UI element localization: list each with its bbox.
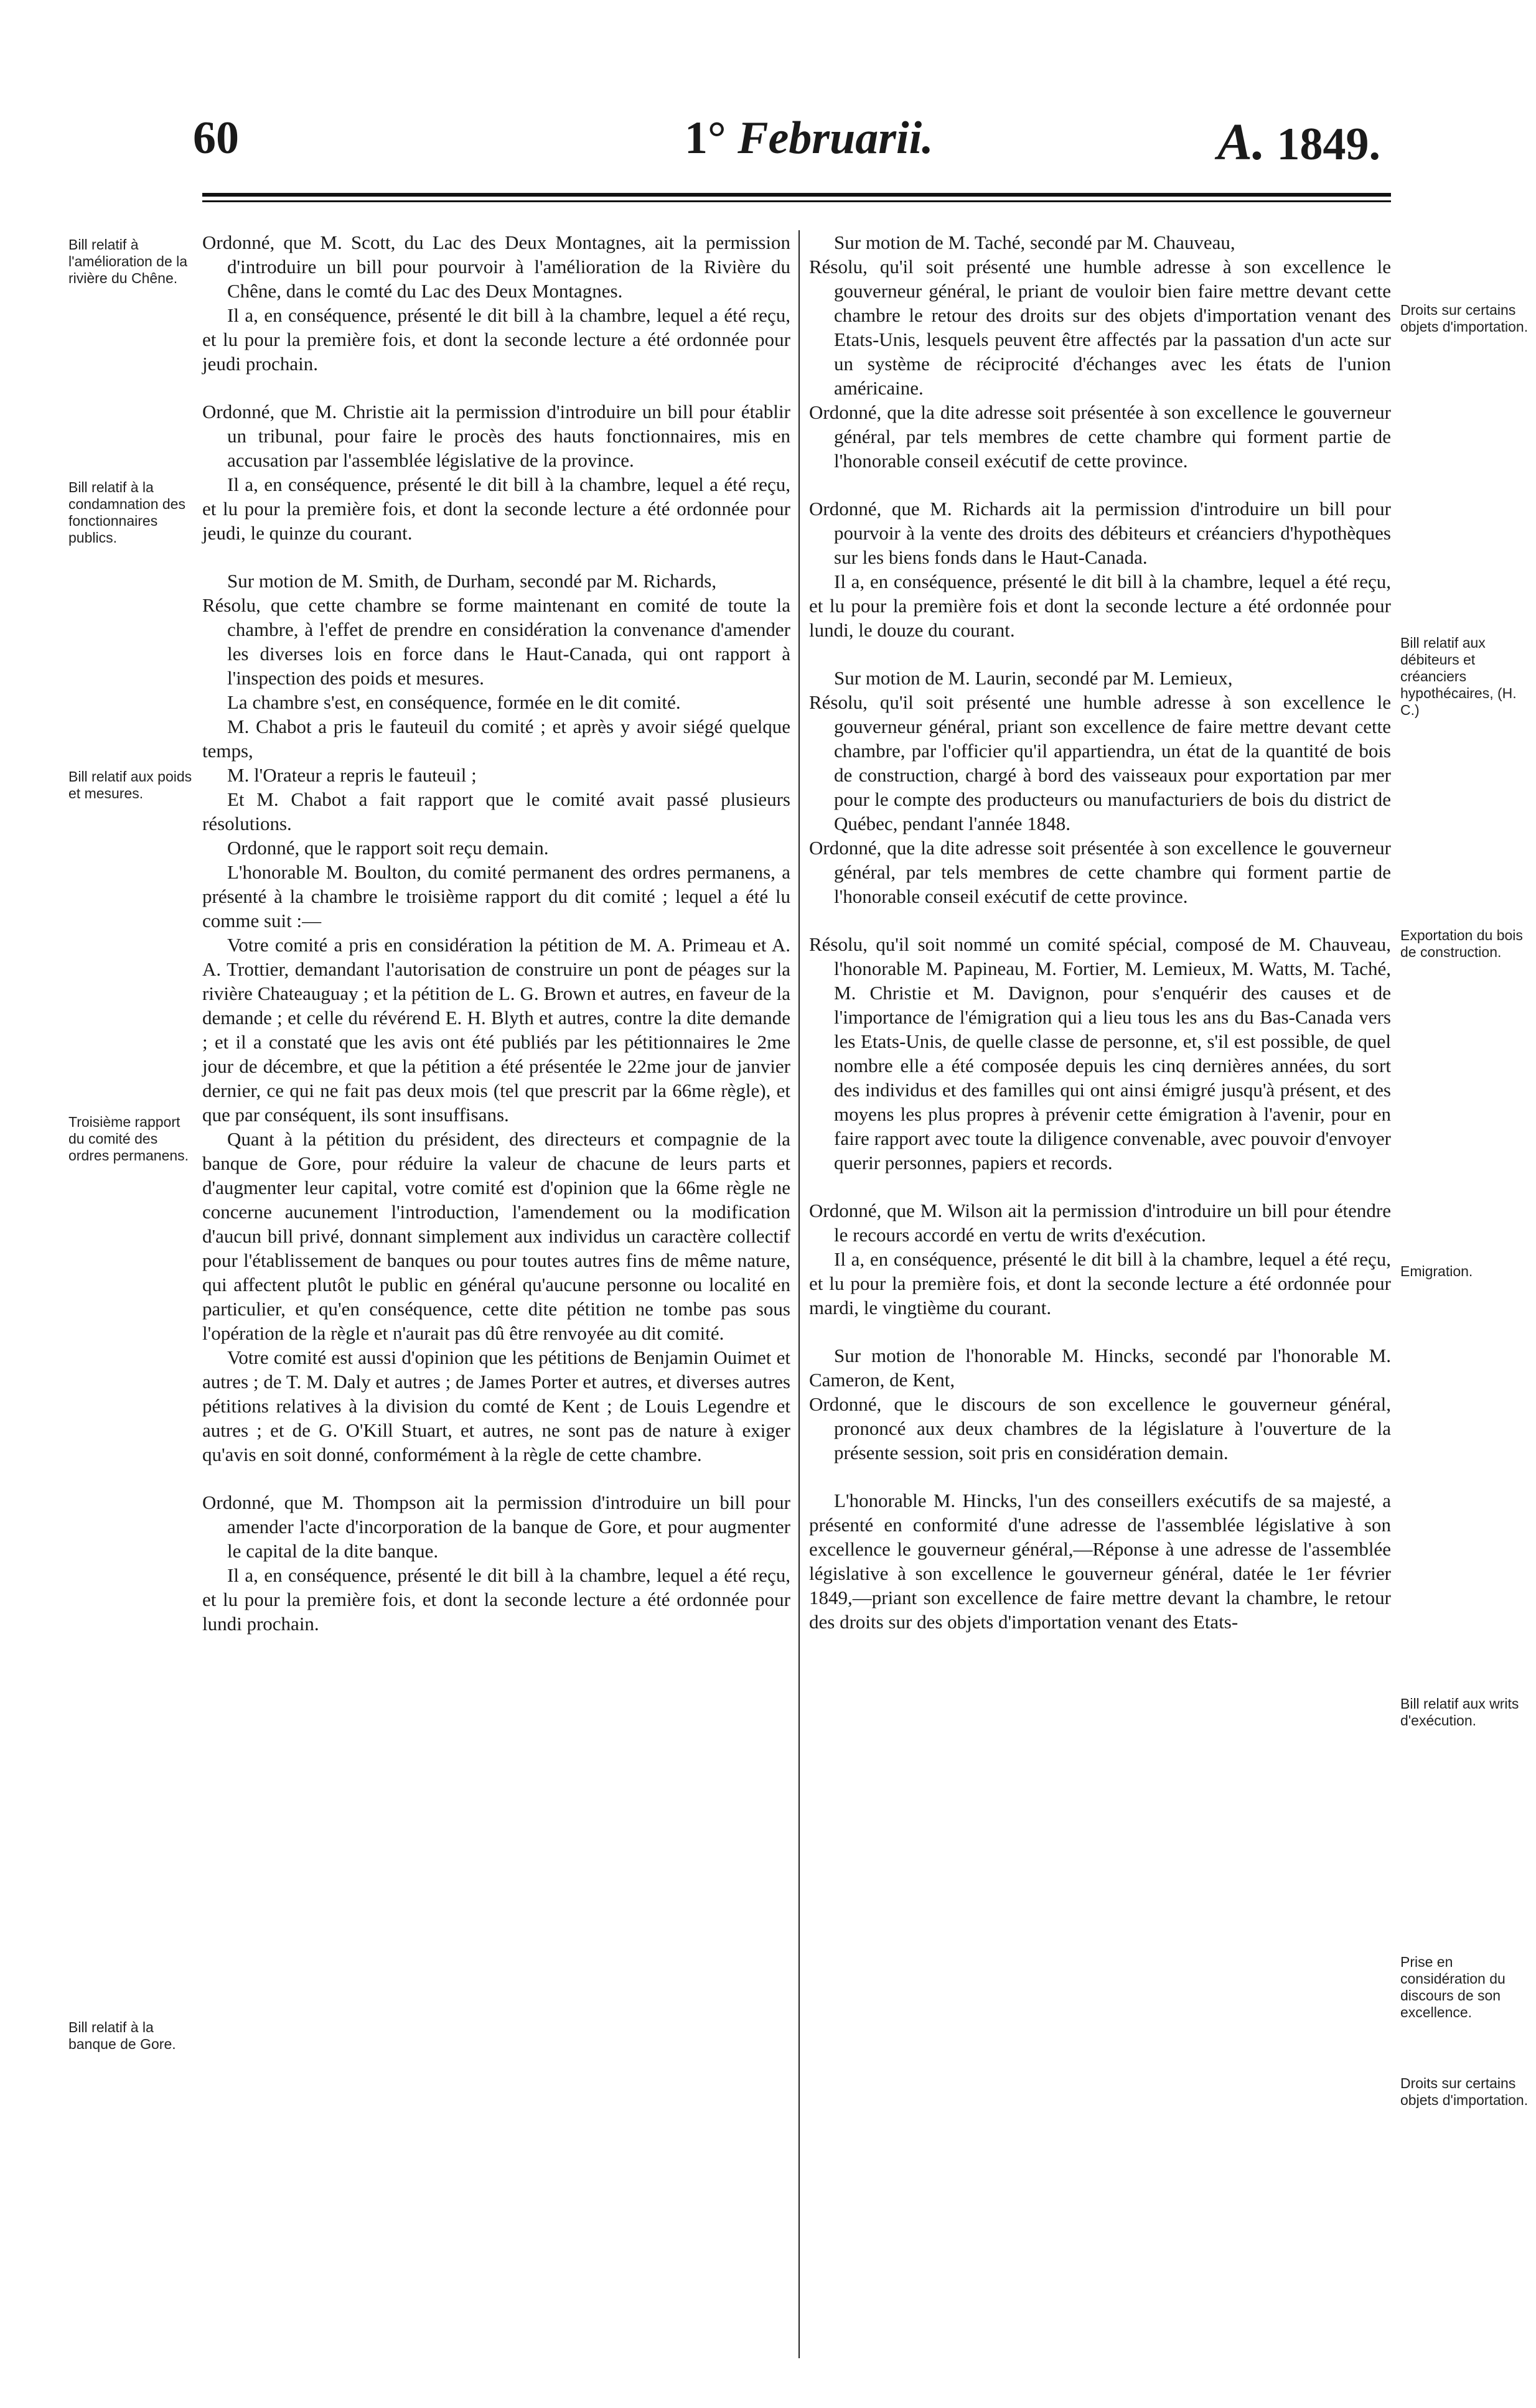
paragraph: Résolu, qu'il soit présenté une humble adresse à son excellence le gouverneur général, le priant de vouloir bien faire mettre devant cette chambre le retour des droits sur des objets d'importation venant des Etats-Unis, lesquels peuvent être affectés par la passation d'un acte sur un système de réciprocité d'échanges avec les états de l'union américaine. xyxy=(809,256,1391,399)
margin-note-right: Droits sur certains objets d'importation. xyxy=(1400,302,1529,335)
margin-note-left: Bill relatif à la condamnation des fonctionnaires publics. xyxy=(68,479,185,546)
page-number: 60 xyxy=(193,113,239,164)
paragraph: Ordonné, que la dite adresse soit présentée à son excellence le gouverneur général, par tels membres de cette chambre qui forment partie de l'honorable conseil exécutif de cette province. xyxy=(809,401,1391,472)
paragraph: Ordonné, que la dite adresse soit présentée à son excellence le gouverneur général, par tels membres de cette chambre qui forment partie de l'honorable conseil exécutif de cette province. xyxy=(809,837,1391,907)
paragraph: Il a, en conséquence, présenté le dit bill à la chambre, lequel a été reçu, et lu pour la première fois, et dont la seconde lecture a été ordonnée pour jeudi prochain. xyxy=(202,304,790,375)
margin-note-right: Droits sur certains objets d'importation. xyxy=(1400,2075,1529,2108)
paragraph: L'honorable M. Boulton, du comité permanent des ordres permanens, a présenté à la chambre le troisième rapport du dit comité ; lequel a été lu comme suit :— xyxy=(202,861,790,931)
paragraph: Il a, en conséquence, présenté le dit bill à la chambre, lequel a été reçu, et lu pour la première fois, et dont la seconde lecture a été ordonnée pour lundi prochain. xyxy=(202,1564,790,1635)
margin-note-left: Bill relatif aux poids et mesures. xyxy=(68,768,192,801)
paragraph: L'honorable M. Hincks, l'un des conseillers exécutifs de sa majesté, a présenté en conformité d'une adresse de l'assemblée législative à son excellence le gouverneur général,—Réponse à une adresse de l'assemblée législative à son excellence le gouverneur général, datée le 1er février 1849,—priant son excellence de faire mettre devant la chambre, le retour des droits sur des objets d'importation venant des Etats- xyxy=(809,1490,1391,1633)
paragraph: Résolu, qu'il soit nommé un comité spécial, composé de M. Chauveau, l'honorable M. Papineau, M. Fortier, M. Lemieux, M. Watts, M. Taché, M. Christie et M. Davignon, pour s'enquérir des causes et de l'importance de l'émigration qui a lieu tous les ans du Bas-Canada vers les Etats-Unis, de quelle classe de personne, et, s'il est possible, de quel nombre elle a été composée depuis les cinq dernières années, du sort des individus et des familles qui ont ainsi émigré jusqu'à présent, et des moyens les plus propres à prévenir cette émigration à l'avenir, pour en faire rapport avec toute la diligence convenable, avec pouvoir d'envoyer querir personnes, papiers et records. xyxy=(809,933,1391,1174)
paragraph: Ordonné, que le discours de son excellence le gouverneur général, prononcé aux deux chambres de la législature à l'ouverture de la présente session, soit pris en considération demain. xyxy=(809,1393,1391,1463)
margin-note-left: Bill relatif à la banque de Gore. xyxy=(68,2019,176,2052)
header-rule-thin xyxy=(202,200,1391,202)
paragraph: Il a, en conséquence, présenté le dit bill à la chambre, lequel a été reçu, et lu pour la première fois, et dont la seconde lecture a été ordonnée pour mardi, le vingtième du courant. xyxy=(809,1248,1391,1318)
left-column xyxy=(202,230,790,1636)
margin-note-right: Prise en considération du discours de son excellence. xyxy=(1400,1954,1506,2020)
paragraph: Ordonné, que M. Wilson ait la permission d'introduire un bill pour étendre le recours accordé en vertu de writs d'exécution. xyxy=(809,1200,1391,1246)
paragraph: Sur motion de l'honorable M. Hincks, secondé par l'honorable M. Cameron, de Kent, xyxy=(809,1345,1391,1391)
paragraph: Ordonné, que le rapport soit reçu demain. xyxy=(227,837,549,859)
paragraph: Résolu, que cette chambre se forme maintenant en comité de toute la chambre, à l'effet de prendre en considération la convenance d'amender les diverses lois en force dans le Haut-Canada, qui ont rapport à l'inspection des poids et mesures. xyxy=(202,594,790,689)
column-divider xyxy=(798,230,800,2358)
paragraph: Sur motion de M. Taché, secondé par M. Chauveau, xyxy=(834,231,1235,253)
right-column xyxy=(809,230,1391,1634)
margin-note-right: Emigration. xyxy=(1400,1263,1473,1279)
header-rule-thick xyxy=(202,193,1391,197)
margin-note-right: Bill relatif aux writs d'exécution. xyxy=(1400,1696,1519,1729)
paragraph: Ordonné, que M. Scott, du Lac des Deux Montagnes, ait la permission d'introduire un bill pour pourvoir à l'amélioration de la Rivière du Chêne, dans le comté du Lac des Deux Montagnes. xyxy=(202,231,790,302)
paragraph: Votre comité est aussi d'opinion que les pétitions de Benjamin Ouimet et autres ; de T. M. Daly et autres ; de James Porter et autres, et diverses autres pétitions relatives à la division du comté de Kent ; de Louis Legendre et autres ; et de G. O'Kill Stuart, et autres, ne sont pas de nature à exiger qu'avis en soit donné, conformément à la règle de cette chambre. xyxy=(202,1346,790,1465)
margin-note-left: Troisième rapport du comité des ordres permanens. xyxy=(68,1114,189,1164)
year-mark: A. xyxy=(1217,113,1265,171)
paragraph: Ordonné, que M. Thompson ait la permission d'introduire un bill pour amender l'acte d'incorporation de la banque de Gore, et pour augmenter le capital de la dite banque. xyxy=(202,1491,790,1562)
paragraph: La chambre s'est, en conséquence, formée en le dit comité. xyxy=(227,691,681,713)
paragraph: Résolu, qu'il soit présenté une humble adresse à son excellence le gouverneur général, priant son excellence de faire mettre devant cette chambre, par l'officier qu'il appartiendra, un état de la quantité de bois de construction, chargé à bord des vaisseaux pour exportation par mer pour le compte des producteurs ou manufacturiers de bois du district de Québec, pendant l'année 1848. xyxy=(809,691,1391,834)
header-year xyxy=(1217,112,1380,172)
page-header xyxy=(193,112,1380,180)
margin-note-left: Bill relatif à l'amélioration de la rivière du Chêne. xyxy=(68,236,188,286)
paragraph: Quant à la pétition du président, des directeurs et compagnie de la banque de Gore, pour réduire la valeur de chacune de leurs parts et d'augmenter leur capital, votre comité est d'opinion que la 66me règle ne concerne aucunement l'introduction, l'amendement ou la modification d'aucun bill privé, donnant simplement aux individus un caractère collectif pour l'établissement de banques ou pour toutes autres fins de même nature, qui affectent plutôt le public en général qu'aucune personne ou localité en particulier, et qu'en conséquence, cette dite pétition ne tombe pas sous l'opération de la règle et n'aurait pas dû être renvoyée au dit comité. xyxy=(202,1128,790,1344)
paragraph: Votre comité a pris en considération la pétition de M. A. Primeau et A. A. Trottier, demandant l'autorisation de construire un pont de péages sur la rivière Chateauguay ; et la pétition de L. G. Brown et autres, en faveur de la demande ; et celle du révérend E. H. Blyth et autres, contre la dite demande ; et il a constaté que les avis ont été publiés par les pétitionnaires le 2me jour de décembre, et que la pétition a été présentée le 22me jour de janvier dernier, ce qui ne fait pas deux mois (tel que prescrit par la 66me règle), et que par conséquent, ils sont insuffisans. xyxy=(202,934,790,1126)
margin-note-right: Bill relatif aux débiteurs et créanciers hypothécaires, (H. C.) xyxy=(1400,635,1517,718)
header-date xyxy=(685,112,934,165)
date-word: Februarii. xyxy=(738,113,934,164)
paragraph: M. Chabot a pris le fauteuil du comité ; et après y avoir siégé quelque temps, xyxy=(202,716,790,762)
paragraph: Ordonné, que M. Richards ait la permission d'introduire un bill pour pourvoir à la vente des droits des débiteurs et créanciers d'hypothèques sur les biens fonds dans le Haut-Canada. xyxy=(809,498,1391,568)
paragraph: Sur motion de M. Smith, de Durham, secondé par M. Richards, xyxy=(227,570,717,592)
paragraph: M. l'Orateur a repris le fauteuil ; xyxy=(227,764,477,786)
date-prefix: 1° xyxy=(685,113,726,164)
year-number: 1849. xyxy=(1276,119,1380,170)
paragraph: Et M. Chabot a fait rapport que le comité avait passé plusieurs résolutions. xyxy=(202,788,790,834)
margin-note-right: Exportation du bois de construction. xyxy=(1400,927,1523,960)
paragraph: Ordonné, que M. Christie ait la permission d'introduire un bill pour établir un tribunal, pour faire le procès des hauts fonctionnaires, mis en accusation par l'assemblée législative de la province. xyxy=(202,401,790,471)
paragraph: Sur motion de M. Laurin, secondé par M. Lemieux, xyxy=(834,667,1233,689)
paragraph: Il a, en conséquence, présenté le dit bill à la chambre, lequel a été reçu, et lu pour la première fois, et dont la seconde lecture a été ordonnée pour jeudi, le quinze du courant. xyxy=(202,474,790,544)
paragraph: Il a, en conséquence, présenté le dit bill à la chambre, lequel a été reçu, et lu pour la première fois et dont la seconde lecture a été ordonnée pour lundi, le douze du courant. xyxy=(809,571,1391,641)
